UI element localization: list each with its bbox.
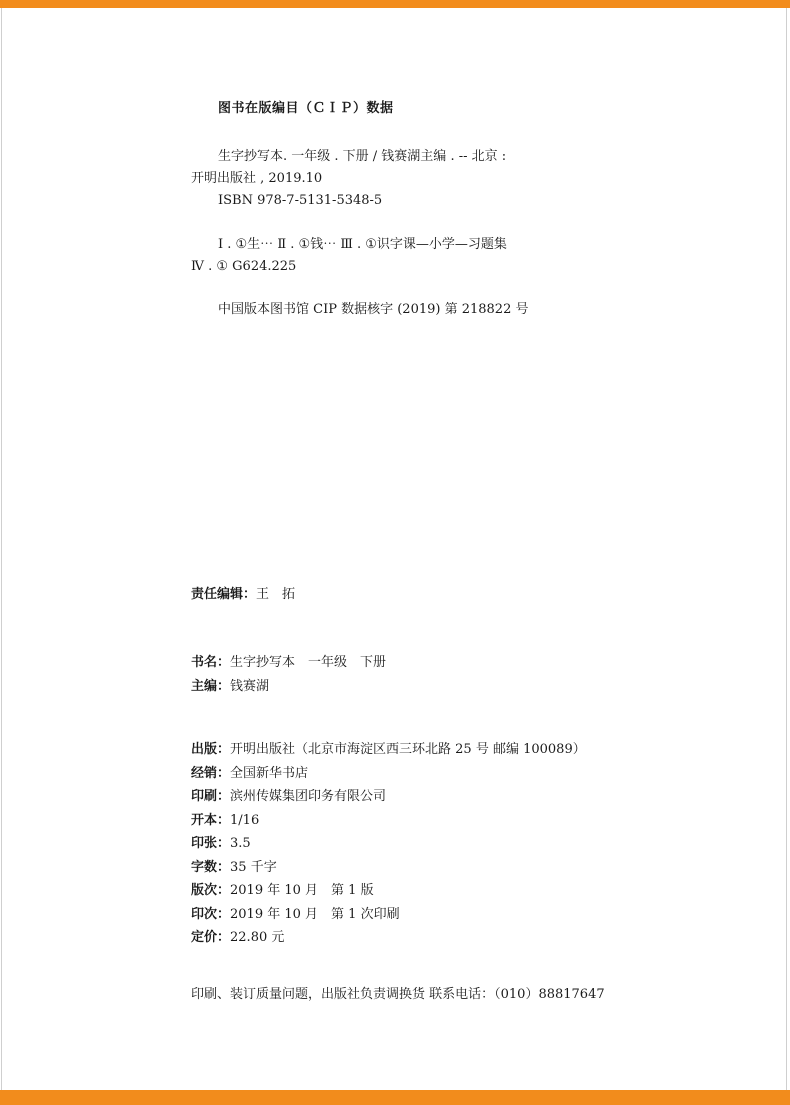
printing-value: 2019 年 10 月 第 1 次印刷 (230, 906, 400, 922)
book-name-label: 书名： (191, 655, 231, 670)
cip-line-6: 中国版本图书馆 CIP 数据核字 (2019) 第 218822 号 (218, 302, 529, 317)
quality-contact-note: 印刷、装订质量问题，出版社负责调换货 联系电话：（010）88817647 (191, 987, 605, 1002)
wordcount-label: 字数： (191, 859, 231, 875)
printing-label: 印次： (191, 906, 231, 922)
publication-row-printing (191, 908, 586, 932)
printer-value: 滨州传媒集团印务有限公司 (230, 789, 387, 804)
distributor-value: 全国新华书店 (230, 765, 309, 781)
publisher-label: 出版： (191, 742, 231, 757)
publication-info (191, 743, 586, 955)
format-label: 开本： (191, 812, 231, 828)
publication-row-printer (191, 790, 586, 814)
cip-line-3: ISBN 978-7-5131-5348-5 (218, 193, 383, 208)
book-name-value: 生字抄写本 一年级 下册 (230, 655, 387, 670)
edition-value: 2019 年 10 月 第 1 版 (230, 883, 374, 898)
sheets-value: 3.5 (230, 836, 251, 851)
wordcount-value: 35 千字 (230, 859, 277, 875)
publication-row-distributor (191, 767, 586, 791)
book-name-row (191, 656, 386, 680)
cip-line-4: Ⅰ . ①生⋯ Ⅱ . ①钱⋯ Ⅲ . ①识字课—小学—习题集 (218, 237, 507, 252)
cip-line-5: Ⅳ . ① G624.225 (191, 259, 297, 274)
sheets-label: 印张： (191, 836, 231, 851)
publication-row-wordcount (191, 861, 586, 885)
publication-row-publisher (191, 743, 586, 767)
price-value: 22.80 元 (230, 930, 285, 945)
format-value: 1/16 (230, 812, 260, 828)
book-author-value: 钱赛湖 (230, 678, 270, 694)
cip-title: 图书在版编目（ＣＩＰ）数据 (218, 101, 394, 116)
publisher-value: 开明出版社（北京市海淀区西三环北路 25 号 邮编 100089） (230, 742, 586, 757)
cip-line-2: 开明出版社 , 2019.10 (191, 171, 323, 186)
editor-value: 王 拓 (256, 587, 296, 602)
publication-row-price (191, 931, 586, 955)
edition-label: 版次： (191, 883, 231, 898)
publication-row-sheets (191, 837, 586, 861)
price-label: 定价： (191, 930, 231, 945)
book-info (191, 656, 386, 703)
distributor-label: 经销： (191, 765, 231, 781)
editor-label: 责任编辑： (191, 587, 257, 602)
bottom-accent-bar (0, 1090, 790, 1105)
printer-label: 印刷： (191, 789, 231, 804)
book-author-row (191, 680, 386, 704)
publication-row-format (191, 814, 586, 838)
book-author-label: 主编： (191, 678, 231, 694)
responsible-editor (191, 588, 295, 601)
publication-row-edition (191, 884, 586, 908)
top-accent-bar (0, 0, 790, 8)
cip-line-1: 生字抄写本. 一年级 . 下册 / 钱赛湖主编 . -- 北京 : (218, 149, 507, 164)
